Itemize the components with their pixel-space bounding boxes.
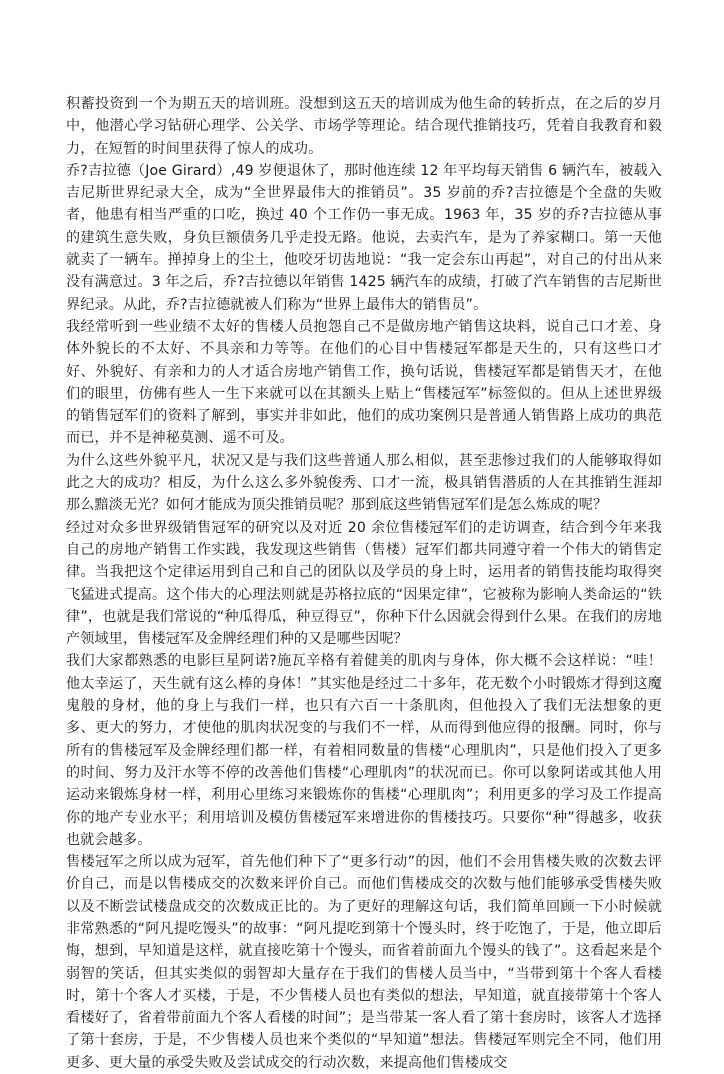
paragraph-training-turning-point: 积蓄投资到一个为期五天的培训班。没想到这五天的培训成为他生命的转折点，在之后的岁月中，他潜心学习钻研心理学、公关学、市场学等理论。结合现代推销技巧，凭着自我教育和毅力，在短暂的时间里获得了惊人的成功。 [66,96,662,157]
paragraph-salespeople-complaints: 我经常听到一些业绩不太好的售楼人员抱怨自己不是做房地产销售这块料，说自己口才差、身体外貌长的不太好、不具亲和力等等。在他们的心目中售楼冠军都是天生的，只有这些口才好、外貌好、有亲和力的人才适合房地产销售工作，换句话说，售楼冠军都是销售天才，在他们的眼里，仿佛有些人一生下来就可以在其额头上贴上“售楼冠军”标签似的。但从上述世界级的销售冠军们的资料了解到，事实并非如此，他们的成功案例只是普通人销售路上成功的典范而已，并不是神秘莫测、遥不可及。 [66,318,662,447]
paragraph-arnold-muscles: 我们大家都熟悉的电影巨星阿诺?施瓦辛格有着健美的肌肉与身体，你大概不会这样说：“哇！他太幸运了，天生就有这么棒的身体！”其实他是经过二十多年，花无数个小时锻炼才得到这魔鬼般的身材，他的身上与我们一样，也只有六百一十条肌肉，但他投入了我们无法想象的更多、更大的努力，才使他的肌肉状况变的与我们不一样，从而得到他应得的报酬。同时，你与所有的售楼冠军及金牌经理们都一样，有着相同数量的售楼“心理肌肉”，只是他们投入了更多的时间、努力及汗水等不停的改善他们售楼“心理肌肉”的状况而已。你可以象阿诺或其他人用运动来锻炼身材一样，利用心里练习来锻炼你的售楼“心理肌肉”；利用更多的学习及工作提高你的地产专业水平；利用培训及模仿售楼冠军来增进你的售楼技巧。只要你“种”得越多，收获也就会越多。 [66,653,662,848]
document-body [66,93,662,1074]
paragraph-joe-girard: 乔?吉拉德（Joe Girard）,49 岁便退休了，那时他连续 12 年平均每天销售 6 辆汽车，被载入吉尼斯世界纪录大全，成为“全世界最伟大的推销员”。35 岁前的乔?吉拉德是个全盘的失败者，他患有相当严重的口吃，换过 40 个工作仍一事无成。1963 年，35 岁的乔?吉拉德从事的建筑生意失败，身负巨额债务几乎走投无路。他说，去卖汽车，是为了养家糊口。第一天他就卖了一辆车。掸掉身上的尘土，他咬牙切齿地说：“我一定会东山再起”，对自己的付出从来没有满意过。3 年之后，乔?吉拉德以年销售 1425 辆汽车的成绩，打破了汽车销售的吉尼斯世界纪录。从此，乔?吉拉德就被人们称为“世界上最伟大的销售员”。 [66,162,662,313]
paragraph-cause-effect-law: 经过对众多世界级销售冠军的研究以及对近 20 余位售楼冠军们的走访调查，结合到今年来我自己的房地产销售工作实践，我发现这些销售（售楼）冠军们都共同遵守着一个伟大的销售定律。当我把这个定律运用到自己和自己的团队以及学员的身上时，运用者的销售技能均取得突飞猛进式提高。这个伟大的心理法则就是苏格拉底的“因果定律”，它被称为影响人类命运的“铁律”，也就是我们常说的“种瓜得瓜，种豆得豆”，你种下什么因就会得到什么果。在我们的房地产领域里，售楼冠军及金牌经理们种的又是哪些因呢？ [66,519,662,648]
paragraph-more-action: 售楼冠军之所以成为冠军，首先他们种下了“更多行动”的因，他们不会用售楼失败的次数去评价自己，而是以售楼成交的次数来评价自己。而他们售楼成交的次数与他们能够承受售楼失败以及不断尝试楼盘成交的次数成正比的。为了更好的理解这句话，我们简单回顾一下小时候就非常熟悉的“阿凡提吃馒头”的故事：“阿凡提吃到第十个馒头时，终于吃饱了，于是，他立即后悔，想到，早知道是这样，就直接吃第十个馒头，而省着前面九个馒头的钱了”。这看起来是个弱智的笑话，但其实类似的弱智却大量存在于我们的售楼人员当中，“当带到第十个客人看楼时，第十个客人才买楼，于是，不少售楼人员也有类似的想法，早知道，就直接带第十个客人看楼好了，省着带前面九个客人看楼的时间”；是当带某一客人看了第十套房时，该客人才选择了第十套房，于是，不少售楼人员也来个类似的“早知道”想法。售楼冠军则完全不同，他们用更多、更大量的承受失败及尝试成交的行动次数，来提高他们售楼成交 [66,854,662,1071]
paragraph-why-success: 为什么这些外貌平凡，状况又是与我们这些普通人那么相似，甚至悲惨过我们的人能够取得如此之大的成功？相反，为什么这么多外貌俊秀、口才一流，极具销售潜质的人在其推销生涯却那么黯淡无光？如何才能成为顶尖推销员呢？那到底这些销售冠军们是怎么炼成的呢？ [66,452,662,514]
